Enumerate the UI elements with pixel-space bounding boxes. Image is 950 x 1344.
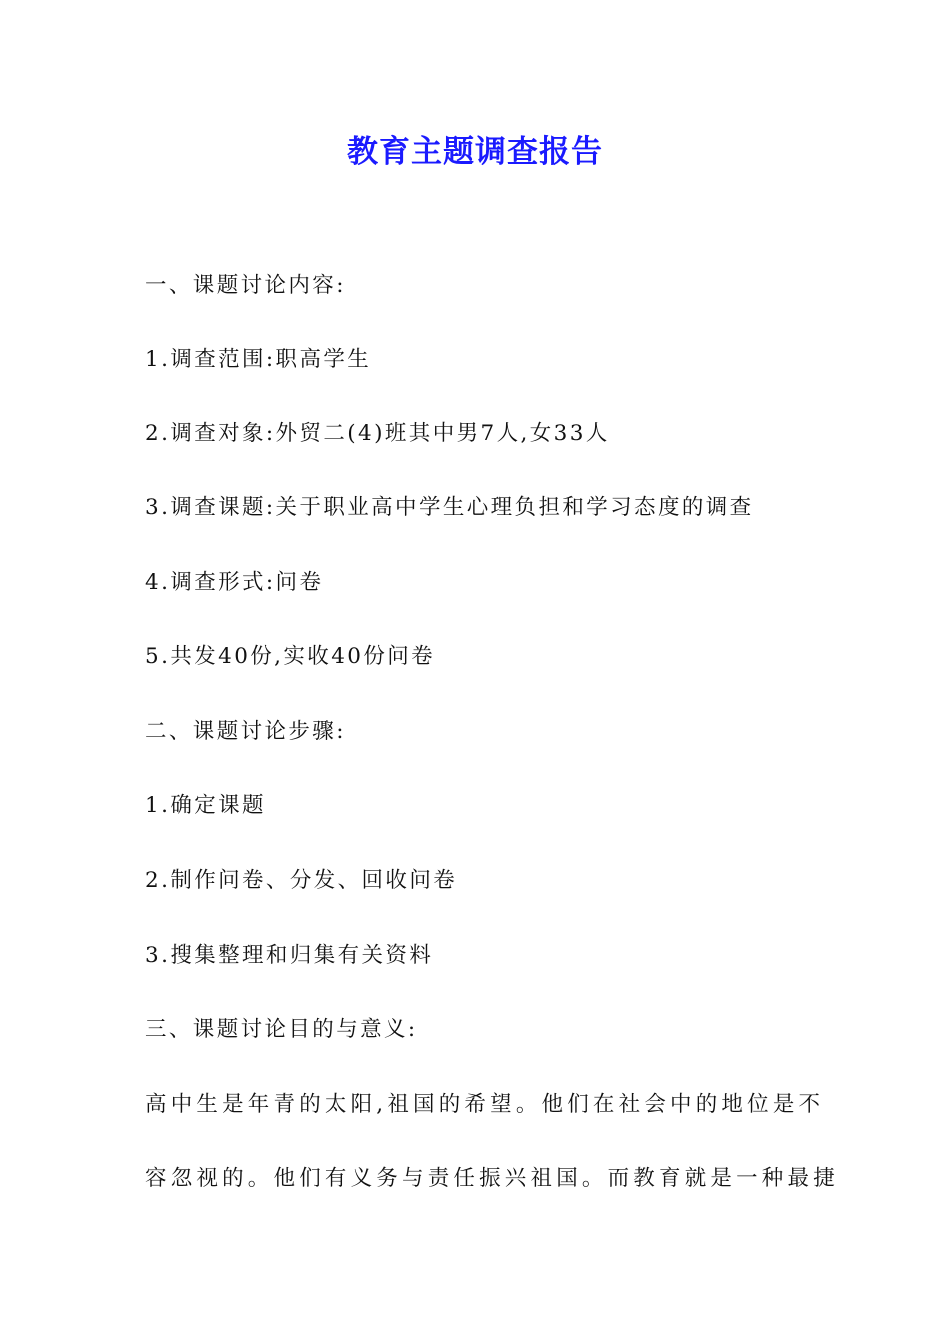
list-item-topic: 3.调查课题:关于职业高中学生心理负担和学习态度的调查 [145,495,754,520]
section-heading-steps: 二、课题讨论步骤: [145,719,346,744]
paragraph-line-2: 容忽视的。他们有义务与责任振兴祖国。而教育就是一种最捷 [145,1166,839,1191]
list-item-scope: 1.调查范围:职高学生 [145,347,372,372]
section-heading-purpose: 三、课题讨论目的与意义: [145,1017,418,1042]
list-item-step-1: 1.确定课题 [145,793,266,818]
list-item-subjects: 2.调查对象:外贸二(4)班其中男7人,女33人 [145,421,610,446]
list-item-count: 5.共发40份,实收40份问卷 [145,644,436,669]
list-item-form: 4.调查形式:问卷 [145,570,324,595]
section-heading-content: 一、课题讨论内容: [145,273,346,298]
list-item-step-2: 2.制作问卷、分发、回收问卷 [145,868,458,893]
document-title: 教育主题调查报告 [347,134,603,170]
paragraph-line-1: 高中生是年青的太阳,祖国的希望。他们在社会中的地位是不 [145,1092,825,1117]
list-item-step-3: 3.搜集整理和归集有关资料 [145,943,434,968]
